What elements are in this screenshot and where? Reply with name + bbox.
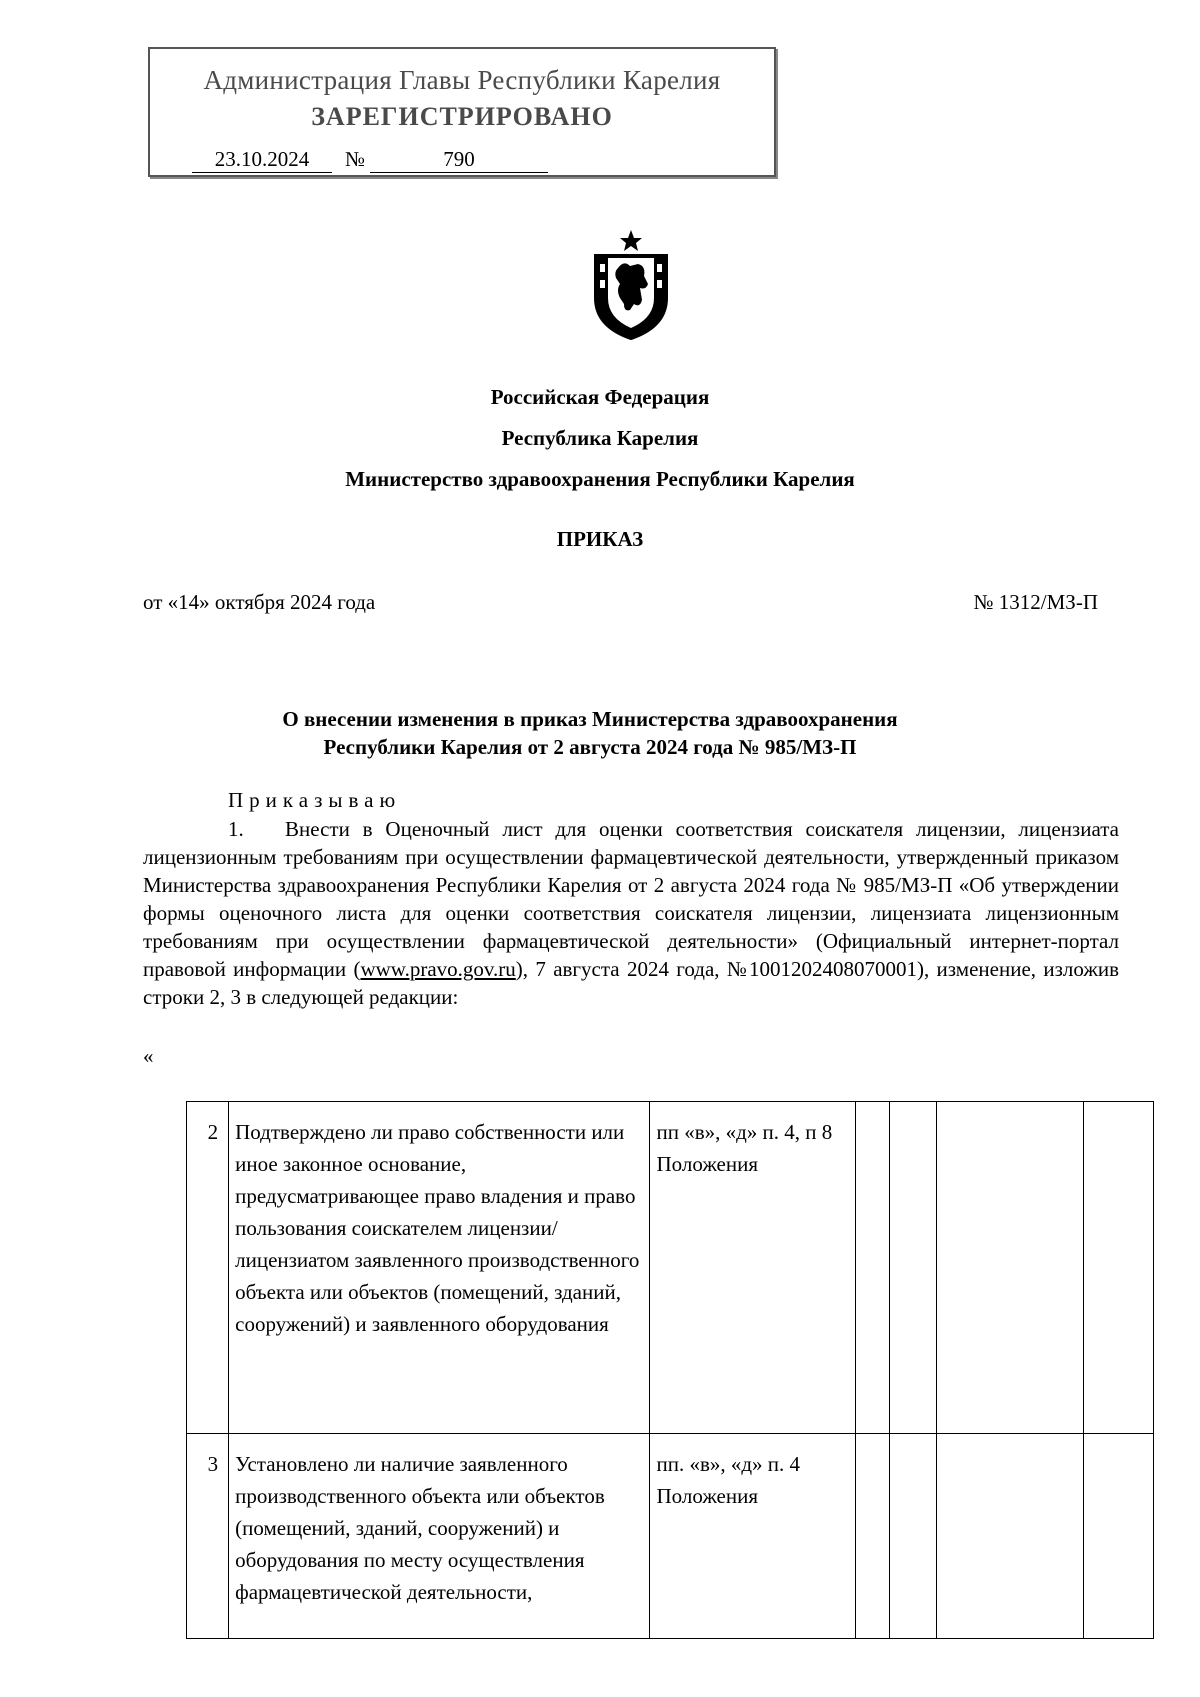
stamp-status: ЗАРЕГИСТРИРОВАНО (311, 102, 613, 131)
order-subject (200, 705, 980, 761)
row-number: 3 (187, 1434, 229, 1639)
header-ministry: Министерство здравоохранения Республики Карелия (345, 467, 855, 491)
order-date: от «14» октября 2024 года (143, 590, 376, 614)
amendment-table (186, 1101, 1154, 1639)
stamp-organization: Администрация Главы Республики Карелия (203, 65, 721, 95)
item-number: 1. (228, 817, 244, 841)
table-row (187, 1434, 1154, 1639)
empty-cell (1084, 1434, 1154, 1639)
empty-cell (855, 1434, 889, 1639)
stamp-date: 23.10.2024 (192, 146, 332, 173)
row-number: 2 (187, 1102, 229, 1434)
registration-stamp (148, 47, 776, 177)
item-text-end: ), 7 августа 2024 года, №1001202408070001), изменение, изложив строки 2, 3 в следующей редакции: (143, 957, 1120, 1009)
stamp-number: 790 (370, 146, 548, 173)
stamp-number-sign: № (344, 147, 366, 171)
order-item-1 (143, 815, 1119, 1011)
subject-line-2: Республики Карелия от 2 августа 2024 года № 985/МЗ-П (323, 735, 857, 759)
header-country: Российская Федерация (490, 385, 710, 409)
row-reference: пп. «в», «д» п. 4 Положения (650, 1434, 855, 1639)
empty-cell (1084, 1102, 1154, 1434)
item-text: Внести в Оценочный лист для оценки соответствия соискателя лицензии, лицензиата лицензионным требованиям при осуществлении фармацевтической деятельности, утвержденный приказом Министерства здравоохранения Республики Карелия от 2 августа 2024 года № 985/МЗ-П «Об утверждении формы оценочного листа для оценки соответствия соискателя лицензии, лицензиата лицензионным требованиям при осуществлении фармацевтической деятельности» (Официальный интернет-портал правовой информации ( (143, 817, 1119, 981)
subject-line-1: О внесении изменения в приказ Министерства здравоохранения (282, 707, 898, 731)
empty-cell (889, 1434, 936, 1639)
order-directive: Приказываю (228, 788, 402, 812)
table-row (187, 1102, 1154, 1434)
row-question: Установлено ли наличие заявленного производственного объекта или объектов (помещений, зданий, сооружений) и оборудования по месту осуществления фармацевтической деятельности, (229, 1434, 650, 1639)
empty-cell (936, 1102, 1083, 1434)
karelia-coat-of-arms-icon (590, 228, 672, 340)
empty-cell (855, 1102, 889, 1434)
empty-cell (889, 1102, 936, 1434)
row-reference: пп «в», «д» п. 4, п 8 Положения (650, 1102, 855, 1434)
row-question: Подтверждено ли право собственности или иное законное основание, предусматривающее право владения и право пользования соискателем лицензии/лицензиатом заявленного производственного объекта или объектов (помещений, зданий, сооружений) и заявленного оборудования (229, 1102, 650, 1434)
header-republic: Республика Карелия (501, 426, 699, 450)
pravo-link[interactable]: www.pravo.gov.ru (360, 957, 516, 981)
document-type: ПРИКАЗ (556, 527, 644, 551)
order-number: № 1312/МЗ-П (973, 590, 1098, 614)
empty-cell (936, 1434, 1083, 1639)
quote-open: « (143, 1044, 154, 1068)
